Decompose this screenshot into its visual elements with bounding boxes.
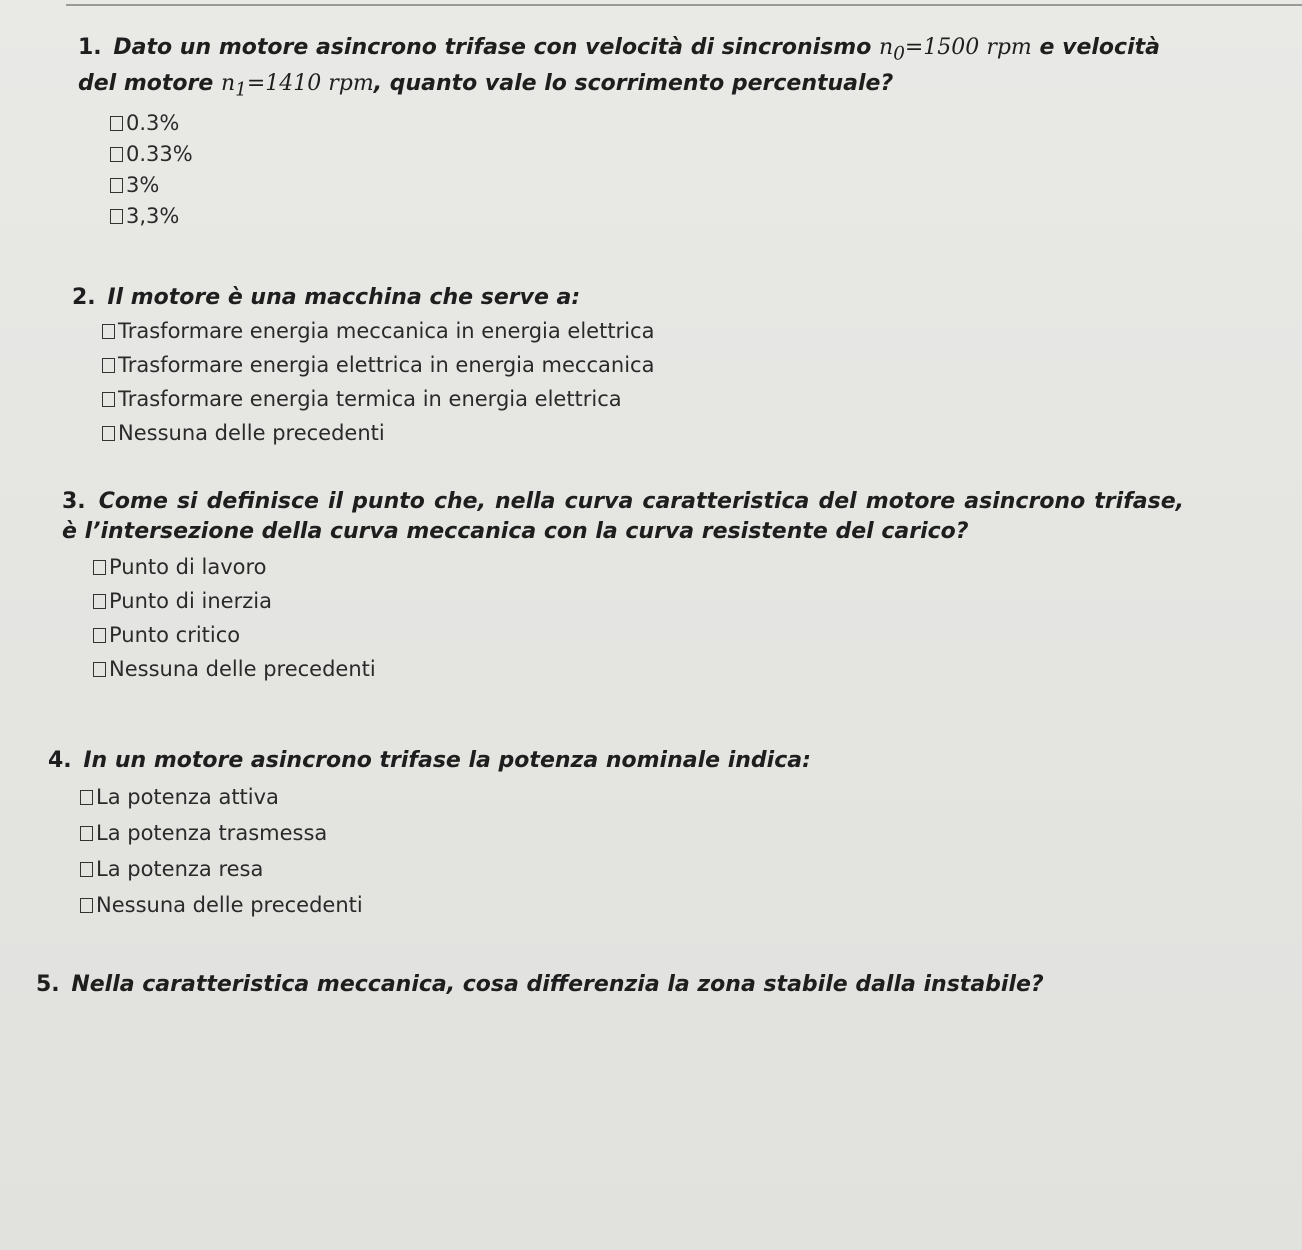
checkbox-icon[interactable] xyxy=(110,147,123,162)
checkbox-icon[interactable] xyxy=(93,628,106,643)
question-number: 3. xyxy=(62,489,86,514)
answer-option[interactable] xyxy=(110,139,1160,170)
option-label: Trasformare energia meccanica in energia elettrica xyxy=(118,319,655,343)
question-5 xyxy=(36,970,1136,1000)
option-label: 3,3% xyxy=(126,204,180,229)
checkbox-icon[interactable] xyxy=(80,826,93,841)
option-label: Nessuna delle precedenti xyxy=(118,421,385,445)
answer-options xyxy=(80,779,948,923)
question-1 xyxy=(78,33,1160,232)
checkbox-icon[interactable] xyxy=(110,116,123,131)
question-number: 5. xyxy=(36,972,60,997)
question-3 xyxy=(62,487,1184,686)
question-4 xyxy=(48,746,948,923)
question-5-text: 5. Nella caratteristica meccanica, cosa differenzia la zona stabile dalla instabile? xyxy=(36,972,1044,997)
answer-option[interactable] xyxy=(110,108,1160,139)
answer-options xyxy=(102,314,972,450)
n1-formula: $n_1=1410$ rpm xyxy=(220,71,374,101)
answer-option[interactable] xyxy=(80,887,948,923)
answer-option[interactable] xyxy=(93,618,1184,652)
question-number: 1. xyxy=(78,35,102,60)
checkbox-icon[interactable] xyxy=(93,594,106,609)
question-4-text: 4. In un motore asincrono trifase la potenza nominale indica: xyxy=(48,748,811,773)
option-label: 0.33% xyxy=(126,142,193,167)
answer-option[interactable] xyxy=(93,584,1184,618)
option-label: Trasformare energia termica in energia elettrica xyxy=(118,387,622,411)
checkbox-icon[interactable] xyxy=(102,324,115,339)
checkbox-icon[interactable] xyxy=(110,178,123,193)
answer-option[interactable] xyxy=(80,779,948,815)
answer-option[interactable] xyxy=(80,851,948,887)
option-label: Punto critico xyxy=(109,623,241,647)
checkbox-icon[interactable] xyxy=(93,560,106,575)
checkbox-icon[interactable] xyxy=(102,426,115,441)
top-divider xyxy=(66,4,1302,6)
question-number: 2. xyxy=(72,285,96,310)
option-label: La potenza trasmessa xyxy=(96,821,328,845)
option-label: 3% xyxy=(126,173,160,198)
answer-option[interactable] xyxy=(102,314,972,348)
answer-option[interactable] xyxy=(102,416,972,450)
n0-formula: $n_0=1500$ rpm xyxy=(879,35,1032,65)
question-2 xyxy=(72,283,972,450)
answer-option[interactable] xyxy=(110,201,1160,232)
question-3-text: 3. Come si definisce il punto che, nella curva caratteristica del motore asincrono trifase, è l’intersezione della curva meccanica con la curva resistente del carico? xyxy=(62,489,1184,544)
answer-option[interactable] xyxy=(102,348,972,382)
answer-option[interactable] xyxy=(110,170,1160,201)
option-label: Trasformare energia elettrica in energia meccanica xyxy=(118,353,655,377)
checkbox-icon[interactable] xyxy=(102,392,115,407)
checkbox-icon[interactable] xyxy=(110,209,123,224)
answer-options xyxy=(93,550,1184,686)
option-label: Nessuna delle precedenti xyxy=(96,893,363,917)
checkbox-icon[interactable] xyxy=(102,358,115,373)
option-label: La potenza attiva xyxy=(96,785,279,809)
checkbox-icon[interactable] xyxy=(80,862,93,877)
checkbox-icon[interactable] xyxy=(93,662,106,677)
question-number: 4. xyxy=(48,748,72,773)
answer-options xyxy=(110,108,1160,232)
question-2-text: 2. Il motore è una macchina che serve a: xyxy=(72,285,581,310)
option-label: 0.3% xyxy=(126,111,180,136)
option-label: La potenza resa xyxy=(96,857,264,881)
answer-option[interactable] xyxy=(102,382,972,416)
answer-option[interactable] xyxy=(93,550,1184,584)
question-1-text: 1. Dato un motore asincrono trifase con velocità di sincronismo $n_0=1500$ rpm e velocità del motore $n_1=1410$ rpm, quanto vale lo scorrimento percentuale? xyxy=(78,35,1160,101)
checkbox-icon[interactable] xyxy=(80,898,93,913)
answer-option[interactable] xyxy=(93,652,1184,686)
checkbox-icon[interactable] xyxy=(80,790,93,805)
option-label: Punto di lavoro xyxy=(109,555,267,579)
answer-option[interactable] xyxy=(80,815,948,851)
option-label: Punto di inerzia xyxy=(109,589,272,613)
option-label: Nessuna delle precedenti xyxy=(109,657,376,681)
